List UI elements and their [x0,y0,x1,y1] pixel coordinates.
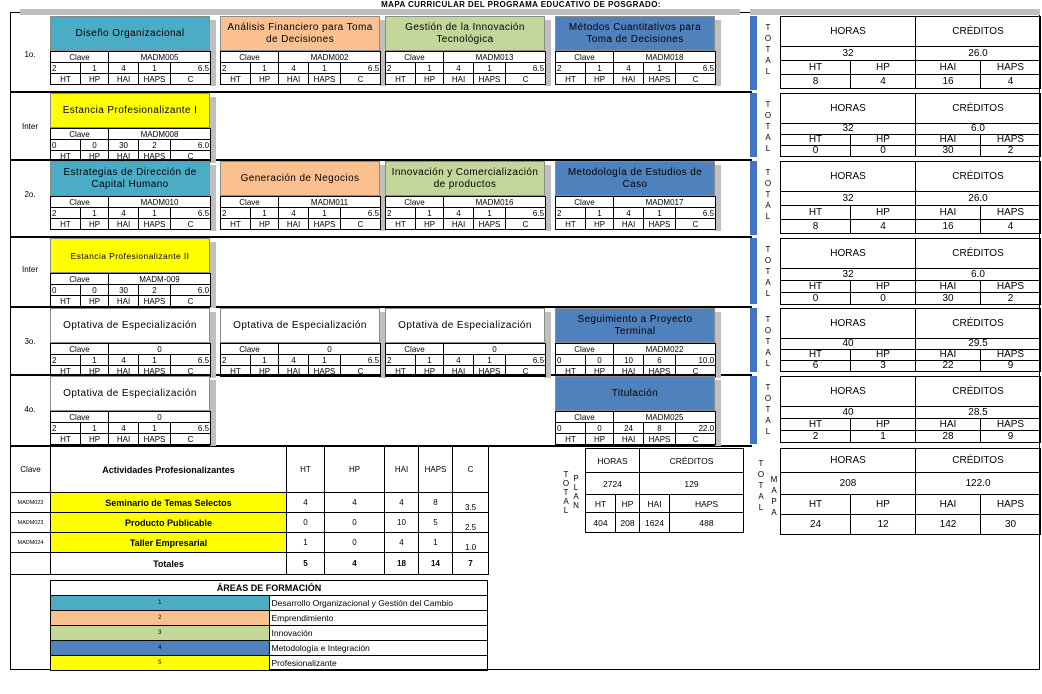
course-block [385,161,550,231]
course-block [385,308,550,378]
course-code: MADM002 [279,52,381,63]
row-label: Inter [21,122,38,131]
course-table: Clave MADM022 0 0 10 6 10.0 HT HP HAI HAPS C [557,344,715,376]
total-block [750,376,1040,444]
course-code: MADM011 [279,197,381,208]
course-block [50,93,215,163]
total-table: HORAS CRÉDITOS 40 29.5 HT HP HAI HAPS 6 3 22 9 [780,308,1041,372]
course-block [555,161,720,231]
course-name: Generación de Negocios [220,161,380,196]
course-name: Titulación [555,376,715,411]
legend-item: 4 Metodología e Integración [51,641,488,656]
course-code: MADM018 [614,52,716,63]
course-name: Optativa de Especialización [220,308,380,343]
legend-item: 3 Innovación [51,626,488,641]
course-code: MADM013 [444,52,546,63]
course-name: Optativa de Especialización [385,308,545,343]
total-block [750,238,1040,304]
page-title: MAPA CURRICULAR DEL PROGRAMA EDUCATIVO DE POSGRADO: [381,0,661,9]
course-name: Estancia Profesionalizante II [50,238,210,273]
total-word: T O T A L [764,100,772,153]
course-block [220,308,385,378]
total-word: T O T A L [764,383,772,436]
course-table: Clave MADM025 0 0 24 8 22.0 HT HP HAI HAPS C [557,412,715,444]
course-name: Optativa de Especialización [50,376,210,411]
mapa-word: M A P A [770,475,778,517]
col-header-clave: Clave [11,447,51,493]
course-code: 0 [109,412,211,423]
course-block [50,238,215,308]
plan-total-word: T O T A L [562,470,570,515]
mapa-table: HORAS CRÉDITOS 208 122.0 HT HP HAI HAPS 24 12 142 30 [780,448,1041,535]
row-label: 1o. [24,50,36,59]
course-code: MADM010 [109,197,211,208]
row-label: Inter [21,265,38,274]
course-code: MADM008 [109,129,211,140]
total-word: T O T A L [764,23,772,76]
legend-item: 1 Desarrollo Organizacional y Gestión del Cambio [51,596,488,611]
course-name: Innovación y Comercialización de productos [385,161,545,196]
course-code: MADM025 [614,412,716,423]
col-header-ht: HT [287,447,325,493]
col-header-hai: HAI [385,447,419,493]
total-mapa [750,448,1040,534]
course-code: 0 [109,344,211,355]
total-side-bar [750,308,757,372]
course-code: 0 [279,344,381,355]
plan-table: HORAS CRÉDITOS 2724 129 HT HP HAI HAPS 404 208 1624 488 [585,448,744,533]
legend-item: 5 Profesionalizante [51,656,488,671]
course-block [555,376,720,446]
total-table: HORAS CRÉDITOS 32 26.0 HT HP HAI HAPS 8 4 16 4 [780,16,1041,89]
course-name: Diseño Organizacional [50,16,210,51]
course-code: 0 [444,344,546,355]
col-header-c: C [453,447,489,493]
course-block [50,376,215,446]
row-label: 3o. [24,337,36,346]
total-table: HORAS CRÉDITOS 32 26.0 HT HP HAI HAPS 8 4 16 4 [780,161,1041,234]
course-name: Métodos Cuantitativos para Toma de Decisiones [555,16,715,51]
course-block [50,16,215,86]
total-side-bar [750,16,757,90]
areas-title: ÁREAS DE FORMACIÓN [51,581,488,596]
course-name: Seguimiento a Proyecto Terminal [555,308,715,343]
plan-word: P L A N [573,474,579,510]
areas-legend [50,580,488,671]
header-bar [20,9,740,15]
course-name: Estancia Profesionalizante I [50,93,210,128]
course-table: Clave MADM005 2 1 4 1 6.5 HT HP HAI HAPS C [52,52,210,84]
course-table: Clave 0 2 1 4 1 6.5 HT HP HAI HAPS C [52,412,210,444]
col-header-haps: HAPS [419,447,453,493]
total-word: T O T A L [764,245,772,298]
course-block [50,308,215,378]
mapa-total-word: T O T A L [757,459,765,512]
course-block [385,16,550,86]
table-row: MADM024 Taller Empresarial 1 0 4 1 1.0 [11,533,489,553]
col-header-hp: HP [325,447,385,493]
course-table: Clave 0 2 1 4 1 6.5 HT HP HAI HAPS C [387,344,545,376]
total-table: HORAS CRÉDITOS 40 28.5 HT HP HAI HAPS 2 1 28 9 [780,376,1041,443]
course-code: MADM-009 [109,274,211,285]
total-word: T O T A L [764,168,772,221]
course-table: Clave MADM011 2 1 4 1 6.5 HT HP HAI HAPS C [222,197,380,229]
header-bar-right [750,9,1040,15]
activities-table [10,446,489,575]
course-name: Optativa de Especialización [50,308,210,343]
course-table: Clave MADM-009 0 0 30 2 6.0 HT HP HAI HAPS C [52,274,210,306]
col-header-activities: Actividades Profesionalizantes [51,447,287,493]
course-block [50,161,215,231]
table-row: MADM023 Producto Publicable 0 0 10 5 2.5 [11,513,489,533]
course-block [555,308,720,378]
course-table: Clave MADM002 2 1 4 1 6.5 HT HP HAI HAPS C [222,52,380,84]
course-code: MADM016 [444,197,546,208]
total-word: T O T A L [764,315,772,368]
row-label: 4o. [24,405,36,414]
course-table: Clave MADM017 2 1 4 1 6.5 HT HP HAI HAPS C [557,197,715,229]
total-block [750,16,1040,90]
course-name: Análisis Financiero para Toma de Decisiones [220,16,380,51]
course-table: Clave 0 2 1 4 1 6.5 HT HP HAI HAPS C [52,344,210,376]
course-name: Estrategias de Dirección de Capital Humano [50,161,210,196]
totals-row: Totales 5 4 18 14 7 [11,553,489,575]
course-block [220,16,385,86]
course-table: Clave 0 2 1 4 1 6.5 HT HP HAI HAPS C [222,344,380,376]
total-block [750,161,1040,235]
course-table: Clave MADM010 2 1 4 1 6.5 HT HP HAI HAPS C [52,197,210,229]
course-code: MADM005 [109,52,211,63]
total-block [750,308,1040,372]
course-table: Clave MADM008 0 0 30 2 6.0 HT HP HAI HAPS C [52,129,210,161]
course-table: Clave MADM016 2 1 4 1 6.5 HT HP HAI HAPS C [387,197,545,229]
total-side-bar [750,376,757,444]
course-block [555,16,720,86]
total-side-bar [750,93,757,157]
course-name: Metodología de Estudios de Caso [555,161,715,196]
total-side-bar [750,238,757,304]
course-table: Clave MADM013 2 1 4 1 6.5 HT HP HAI HAPS C [387,52,545,84]
course-code: MADM017 [614,197,716,208]
total-side-bar [750,161,757,235]
total-table: HORAS CRÉDITOS 32 6.0 HT HP HAI HAPS 0 0 30 2 [780,238,1041,305]
total-block [750,93,1040,157]
course-block [220,161,385,231]
course-name: Gestión de la Innovación Tecnológica [385,16,545,51]
row-label: 2o. [24,190,36,199]
course-table: Clave MADM018 2 1 4 1 6.5 HT HP HAI HAPS C [557,52,715,84]
total-table: HORAS CRÉDITOS 32 6.0 HT HP HAI HAPS 0 0 30 2 [780,93,1041,157]
course-code: MADM022 [614,344,716,355]
table-row: MADM023 Seminario de Temas Selectos 4 4 4 8 3.5 [11,493,489,513]
legend-item: 2 Emprendimiento [51,611,488,626]
